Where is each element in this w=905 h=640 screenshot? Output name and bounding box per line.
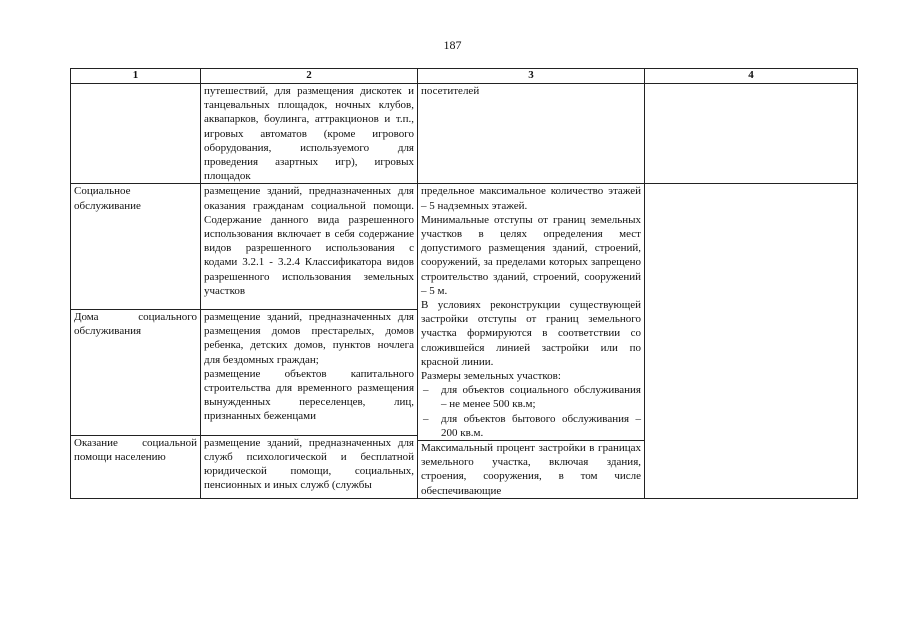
parameter-floors: предельное максимальное количество этажей – 5 надземных этажей. [421,185,641,212]
cell-use-name [71,84,201,184]
table-header-row [71,69,858,84]
table-row [71,184,858,310]
table-row [71,84,858,184]
column-header: 3 [418,69,645,84]
column-header: 4 [645,69,858,84]
column-header: 1 [71,69,201,84]
parameter-coverage: Максимальный процент застройки в границах земельного участка, включая здания, строения, сооружения, в том числе обеспечивающие [421,442,641,497]
column-header: 2 [201,69,418,84]
parameter-setbacks: Минимальные отступы от границ земельных участков в целях определения мест допустимого размещения зданий, строений, сооружений, за пределами которых запрещено строительство зданий, строений, сооружений – 5 м. [421,213,641,297]
cell-parameters [418,184,645,498]
cell-use-description: размещение зданий, предназначенных для служб психологической и бесплатной юридической помощи, социальных, пенсионных и иных служб (службы [201,435,418,498]
cell-use-description: путешествий, для размещения дискотек и танцевальных площадок, ночных клубов, аквапарков, боулинга, аттракционов и т.п., игровых автоматов (кроме игрового оборудования, используемого для проведения азартных игр), игровых площадок [201,84,418,184]
regulations-table [70,68,858,499]
cell-use-description: размещение зданий, предназначенных для оказания гражданам социальной помощи. Содержание данного вида разрешенного использования включает в себя содержание видов разрешенного использования с кодами 3.2.1 - 3.2.4 Классификатора видов разрешенного использования земельных участков [201,184,418,310]
page-number: 187 [443,38,462,52]
cell-use-description [201,309,418,435]
plot-sizes-list [421,383,641,440]
parameter-reconstruction: В условиях реконструкции существующей застройки отступы от границ земельного участка формируются в соответствии со сложившейся линией застройки или по красной линии. [421,299,641,368]
cell-use-name: Дома социального обслуживания [71,309,201,435]
description-part: размещение зданий, предназначенных для размещения домов престарелых, домов ребенка, детских домов, пунктов ночлега для бездомных граждан; [204,310,414,366]
cell-use-name: Социальное обслуживание [71,184,201,310]
parameter-plot-sizes-title: Размеры земельных участков: [421,370,561,383]
cell-use-name: Оказание социальной помощи населению [71,435,201,498]
cell-notes [645,184,858,498]
cell-notes [645,84,858,184]
list-item: – для объектов бытового обслуживания – 200 кв.м. [421,412,641,440]
list-item: – для объектов социального обслуживания – не менее 500 кв.м; [421,383,641,411]
cell-parameters: посетителей [418,84,645,184]
description-part: размещение объектов капитального строительства для временного размещения вынужденных переселенцев, лиц, признанных беженцами [204,367,414,423]
